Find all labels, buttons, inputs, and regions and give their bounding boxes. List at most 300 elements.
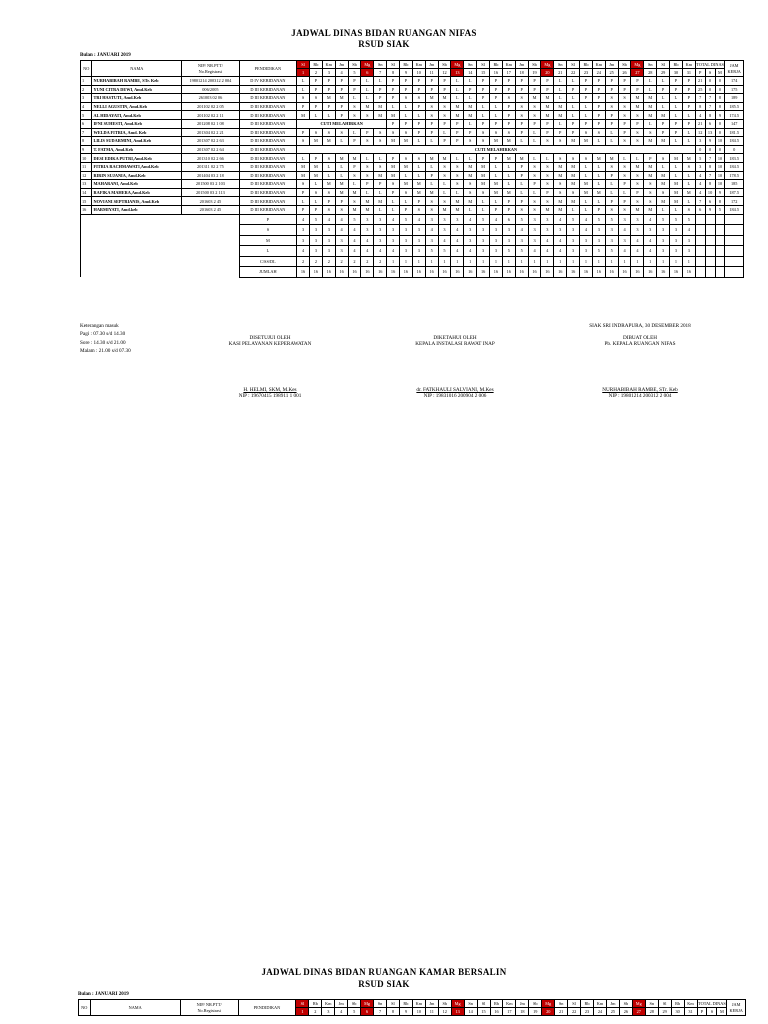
shift-cell: S <box>554 180 567 189</box>
shift-cell: S <box>541 162 554 171</box>
row-total: 0 <box>705 85 715 94</box>
summary-cell: 3 <box>605 225 618 236</box>
header-day-name: Sl <box>477 1000 490 1008</box>
row-total: 10 <box>705 188 715 197</box>
header-day-name: Sn <box>374 1000 387 1008</box>
shift-cell: P <box>644 154 657 163</box>
shift-cell: M <box>425 188 438 197</box>
header-day-number: 22 <box>567 69 580 77</box>
shift-cell: P <box>515 162 528 171</box>
shift-cell: S <box>464 180 477 189</box>
header-total-sub: M <box>717 1008 727 1016</box>
header-day-number: 2 <box>309 69 322 77</box>
shift-cell: L <box>297 85 310 94</box>
shift-cell: S <box>297 180 310 189</box>
header-nama: NAMA <box>90 1000 180 1016</box>
header-day-name: Sn <box>555 1000 568 1008</box>
header-day-name: Sb <box>438 1000 451 1008</box>
summary-cell: 6 <box>502 214 515 225</box>
shift-cell: L <box>657 94 670 103</box>
shift-cell: L <box>322 111 335 120</box>
row-jam-kerja: 184.5 <box>725 205 744 214</box>
shift-cell: S <box>297 94 310 103</box>
shift-cell: L <box>644 85 657 94</box>
row-nama: NURHABIBAH RAMBE, STr. Keb <box>92 77 182 86</box>
shift-cell: M <box>631 102 644 111</box>
row-total: 8 <box>705 162 715 171</box>
signature-role: Pb. KEPALA RUANGAN NIFAS <box>604 341 676 347</box>
shift-cell: L <box>297 77 310 86</box>
summary-cell: 3 <box>605 235 618 246</box>
shift-cell: P <box>322 85 335 94</box>
shift-cell: L <box>361 154 374 163</box>
summary-cell: 16 <box>387 267 400 278</box>
shift-cell: L <box>541 154 554 163</box>
shift-cell: M <box>309 162 322 171</box>
summary-blank <box>81 225 240 236</box>
shift-cell: P <box>297 128 310 137</box>
shift-cell: S <box>348 197 361 206</box>
row-total: 8 <box>695 102 705 111</box>
shift-cell: L <box>387 197 400 206</box>
shift-cell: M <box>670 154 683 163</box>
shift-cell: S <box>502 128 515 137</box>
shift-cell: L <box>592 137 605 146</box>
shift-cell: M <box>644 111 657 120</box>
summary-cell: 1 <box>670 256 683 267</box>
shift-cell: L <box>528 128 541 137</box>
shift-cell: P <box>657 119 670 128</box>
shift-cell: M <box>580 188 593 197</box>
summary-cell: 5 <box>605 246 618 257</box>
shift-cell: P <box>515 77 528 86</box>
header-nip-line: NIP/ NR.PTT/ <box>196 1001 222 1007</box>
shift-cell: P <box>502 119 515 128</box>
shift-cell: P <box>657 85 670 94</box>
header-day-number: 1 <box>297 69 310 77</box>
header-day-number: 12 <box>438 69 451 77</box>
shift-cell: P <box>387 94 400 103</box>
summary-cell: 4 <box>361 246 374 257</box>
summary-cell: 4 <box>580 214 593 225</box>
shift-cell: S <box>387 128 400 137</box>
shift-cell: S <box>541 180 554 189</box>
summary-cell: 3 <box>541 225 554 236</box>
row-nip: 261003 02 06 <box>182 94 239 103</box>
summary-cell: 3 <box>670 225 683 236</box>
shift-cell: S <box>541 137 554 146</box>
summary-cell: 5 <box>657 214 670 225</box>
header-day-number: 15 <box>477 1008 490 1016</box>
row-no: 1 <box>81 77 92 86</box>
shift-cell: P <box>425 119 438 128</box>
shift-cell: M <box>322 180 335 189</box>
summary-empty <box>705 214 715 225</box>
header-total: TOTAL DINAS <box>696 61 724 67</box>
header-pendidikan: PENDIDIKAN <box>238 1000 296 1016</box>
summary-label: L <box>239 246 296 257</box>
summary-row <box>81 267 744 278</box>
summary-cell: 4 <box>631 246 644 257</box>
header-day-name: Mg <box>361 1000 374 1008</box>
header-day-number: 14 <box>464 69 477 77</box>
summary-cell: 3 <box>592 235 605 246</box>
shift-cell: S <box>451 180 464 189</box>
header-day-number: 4 <box>335 69 348 77</box>
row-no: 6 <box>81 119 92 128</box>
shift-cell: P <box>425 128 438 137</box>
shift-cell: S <box>361 137 374 146</box>
header-day-number: 21 <box>555 1008 568 1016</box>
header-day-name: Sb <box>528 61 541 69</box>
summary-cell: 16 <box>361 267 374 278</box>
shift-cell: P <box>618 77 631 86</box>
header-day-number: 13 <box>451 1008 464 1016</box>
schedule1-month: Bulan : JANUARI 2019 <box>80 53 131 58</box>
shift-cell: M <box>297 111 310 120</box>
shift-cell: M <box>438 205 451 214</box>
summary-empty <box>705 267 715 278</box>
header-day-name: Km <box>322 61 335 69</box>
row-no: 9 <box>81 145 92 154</box>
row-pendidikan: D III KEBIDANAN <box>239 180 296 189</box>
shift-cell: M <box>682 188 695 197</box>
summary-cell: 1 <box>541 256 554 267</box>
shift-cell: P <box>309 85 322 94</box>
shift-cell: L <box>580 111 593 120</box>
summary-cell: 3 <box>361 225 374 236</box>
shift-cell: P <box>515 119 528 128</box>
shift-cell: L <box>477 111 490 120</box>
row-nama: WELDA FITRIA, Amd. Keb <box>92 128 182 137</box>
row-no: 4 <box>81 102 92 111</box>
header-day-number: 6 <box>361 69 374 77</box>
summary-cell: 16 <box>425 267 438 278</box>
shift-cell: P <box>412 128 425 137</box>
summary-cell: 4 <box>451 225 464 236</box>
row-nama: T. FATMA, Amd.Keb <box>92 145 182 154</box>
shift-cell: M <box>541 111 554 120</box>
shift-cell: L <box>438 180 451 189</box>
shift-cell: P <box>682 85 695 94</box>
header-day-number: 20 <box>542 1008 555 1016</box>
row-total: 25 <box>695 85 705 94</box>
header-day-name: Jm <box>516 1000 529 1008</box>
shift-cell: P <box>297 188 310 197</box>
shift-cell: L <box>554 85 567 94</box>
shift-cell: P <box>309 77 322 86</box>
shift-cell: M <box>554 197 567 206</box>
shift-cell: P <box>605 197 618 206</box>
summary-cell: 1 <box>528 256 541 267</box>
summary-cell: 3 <box>374 225 387 236</box>
shift-cell: S <box>374 162 387 171</box>
table-row <box>81 162 744 171</box>
cuti-label: CUTI MELAHIRKAN <box>297 119 387 128</box>
row-pendidikan: D IV KEBIDANAN <box>239 77 296 86</box>
shift-cell: L <box>400 111 413 120</box>
shift-cell: M <box>335 94 348 103</box>
shift-cell: M <box>464 197 477 206</box>
shift-cell: M <box>502 137 515 146</box>
summary-cell: 16 <box>451 267 464 278</box>
row-total: 0 <box>705 145 715 154</box>
shift-cell: L <box>682 180 695 189</box>
header-day-name: Rb <box>400 61 413 69</box>
table-row <box>81 119 744 128</box>
shift-cell: L <box>361 77 374 86</box>
header-day-number: 3 <box>322 1008 335 1016</box>
header-total-sub: P <box>695 69 705 77</box>
shift-cell: P <box>400 119 413 128</box>
shift-cell: L <box>412 171 425 180</box>
header-day-name: Mg <box>632 1000 645 1008</box>
header-day-number: 8 <box>387 69 400 77</box>
row-total: 9 <box>715 188 725 197</box>
summary-cell: 3 <box>670 235 683 246</box>
shift-cell: M <box>464 102 477 111</box>
shift-cell: P <box>502 111 515 120</box>
summary-cell: 3 <box>528 214 541 225</box>
shift-cell: L <box>528 137 541 146</box>
shift-cell: M <box>309 137 322 146</box>
summary-empty <box>695 246 705 257</box>
header-total-sub: M <box>715 69 725 77</box>
shift-cell: S <box>348 102 361 111</box>
row-total: 6 <box>705 119 715 128</box>
shift-cell: P <box>297 102 310 111</box>
shift-cell: L <box>670 111 683 120</box>
table-row <box>81 128 744 137</box>
summary-cell: 5 <box>567 214 580 225</box>
shift-cell: S <box>618 205 631 214</box>
summary-cell: 3 <box>580 246 593 257</box>
header-day-number: 28 <box>645 1008 658 1016</box>
summary-cell: 3 <box>490 235 503 246</box>
shift-cell: L <box>387 205 400 214</box>
summary-cell: 3 <box>374 235 387 246</box>
header-total-sub: S <box>707 1008 717 1016</box>
row-nama: LILIS SUDARMINI, Amd.Keb <box>92 137 182 146</box>
schedule1-table <box>80 60 744 278</box>
summary-cell: 3 <box>309 235 322 246</box>
summary-cell: 3 <box>580 235 593 246</box>
shift-cell: P <box>618 119 631 128</box>
shift-cell: S <box>644 188 657 197</box>
header-day-name: Rb <box>581 1000 594 1008</box>
summary-cell: 3 <box>682 246 695 257</box>
shift-cell: L <box>425 162 438 171</box>
shift-cell: M <box>605 154 618 163</box>
shift-cell: P <box>670 119 683 128</box>
header-day-name: Sb <box>348 61 361 69</box>
summary-blank <box>81 256 240 267</box>
shift-cell: L <box>657 102 670 111</box>
summary-cell: 3 <box>322 246 335 257</box>
shift-cell: M <box>297 162 310 171</box>
summary-cell: 5 <box>605 214 618 225</box>
row-pendidikan: D III KEBIDANAN <box>239 188 296 197</box>
shift-cell: M <box>644 162 657 171</box>
shift-cell: L <box>412 137 425 146</box>
shift-cell: S <box>618 102 631 111</box>
row-nama: NELLI AGUSTIN, Amd.Keb <box>92 102 182 111</box>
shift-cell: M <box>567 162 580 171</box>
shift-cell: S <box>412 205 425 214</box>
shift-cell: P <box>387 188 400 197</box>
shift-cell: M <box>451 205 464 214</box>
header-day-name: Km <box>592 61 605 69</box>
row-total: 0 <box>695 145 705 154</box>
shift-cell: M <box>374 102 387 111</box>
row-nama: AL HIDAYATI, Amd.Keb <box>92 111 182 120</box>
signature-name: H. HELMI, SKM, M.Kes <box>243 387 297 393</box>
row-nip: 201603 2 45 <box>182 205 239 214</box>
summary-cell: 1 <box>644 256 657 267</box>
summary-cell: 4 <box>515 225 528 236</box>
summary-cell: 3 <box>618 235 631 246</box>
shift-cell: S <box>464 137 477 146</box>
row-pendidikan: D III KEBIDANAN <box>239 128 296 137</box>
shift-cell: L <box>309 111 322 120</box>
shift-cell: P <box>477 94 490 103</box>
summary-cell: 4 <box>297 214 310 225</box>
row-total: 7 <box>695 94 705 103</box>
row-nip: 201603 2 45 <box>182 197 239 206</box>
row-no: 5 <box>81 111 92 120</box>
shift-cell: M <box>682 154 695 163</box>
signature-name-kasi <box>170 387 370 399</box>
header-day-name: Rb <box>399 1000 412 1008</box>
header-day-number: 23 <box>581 1008 594 1016</box>
shift-cell: P <box>567 128 580 137</box>
summary-cell: 1 <box>657 256 670 267</box>
summary-cell: 3 <box>412 235 425 246</box>
shift-cell: L <box>528 154 541 163</box>
signature-kepala-ruangan <box>540 335 740 347</box>
shift-cell: S <box>477 137 490 146</box>
summary-cell: 2 <box>348 256 361 267</box>
shift-cell: M <box>387 137 400 146</box>
shift-cell: S <box>541 171 554 180</box>
shift-cell: M <box>515 154 528 163</box>
row-total: 0 <box>715 145 725 154</box>
shift-cell: L <box>592 180 605 189</box>
summary-cell: 4 <box>322 214 335 225</box>
shift-cell: P <box>515 171 528 180</box>
header-day-number: 6 <box>361 1008 374 1016</box>
header-day-name: Sl <box>658 1000 671 1008</box>
shift-cell: P <box>425 85 438 94</box>
summary-row <box>81 214 744 225</box>
notes-sore: Sore : 14.30 s/d 21.00 <box>80 339 126 346</box>
shift-cell: M <box>670 197 683 206</box>
shift-cell: L <box>528 188 541 197</box>
header-day-number: 29 <box>657 69 670 77</box>
shift-cell: P <box>682 102 695 111</box>
shift-cell: P <box>477 85 490 94</box>
shift-cell: P <box>438 77 451 86</box>
shift-cell: L <box>438 188 451 197</box>
shift-cell: L <box>477 197 490 206</box>
row-total: 7 <box>705 102 715 111</box>
shift-cell: S <box>309 188 322 197</box>
shift-cell: S <box>657 188 670 197</box>
schedule2-subtitle: RSUD SIAK <box>358 979 410 989</box>
shift-cell: S <box>515 205 528 214</box>
shift-cell: L <box>567 94 580 103</box>
shift-cell: L <box>580 102 593 111</box>
shift-cell: S <box>438 111 451 120</box>
summary-cell: 3 <box>425 214 438 225</box>
header-day-name: Mg <box>451 1000 464 1008</box>
shift-cell: S <box>528 111 541 120</box>
summary-cell: 3 <box>502 235 515 246</box>
shift-cell: P <box>515 197 528 206</box>
summary-cell: 16 <box>374 267 387 278</box>
shift-cell: P <box>580 77 593 86</box>
shift-cell: L <box>438 128 451 137</box>
shift-cell: L <box>451 188 464 197</box>
shift-cell: L <box>490 171 503 180</box>
row-nama: DESI EDIKA PUTRI,Amd.Keb <box>92 154 182 163</box>
summary-empty <box>715 267 725 278</box>
shift-cell: M <box>567 137 580 146</box>
summary-cell: 1 <box>567 256 580 267</box>
row-jam-kerja: 185.5 <box>725 102 744 111</box>
table-row <box>81 137 744 146</box>
shift-cell: M <box>322 137 335 146</box>
shift-cell: M <box>554 171 567 180</box>
summary-cell: 2 <box>322 256 335 267</box>
summary-cell: 1 <box>400 256 413 267</box>
summary-cell: 5 <box>438 246 451 257</box>
summary-empty <box>715 225 725 236</box>
summary-cell: 3 <box>322 225 335 236</box>
summary-empty <box>715 235 725 246</box>
shift-cell: P <box>502 205 515 214</box>
summary-cell: 4 <box>387 214 400 225</box>
shift-cell: M <box>322 94 335 103</box>
row-jam-kerja: 174 <box>725 77 744 86</box>
header-day-number: 1 <box>296 1008 309 1016</box>
row-jam-kerja: 172 <box>725 197 744 206</box>
header-day-number: 29 <box>658 1008 671 1016</box>
shift-cell: S <box>682 162 695 171</box>
shift-cell: M <box>490 137 503 146</box>
header-day-name: Sl <box>568 1000 581 1008</box>
header-day-number: 28 <box>644 69 657 77</box>
shift-cell: L <box>451 85 464 94</box>
header-day-number: 5 <box>348 69 361 77</box>
summary-cell: 3 <box>438 225 451 236</box>
header-day-name: Km <box>412 61 425 69</box>
summary-cell: 3 <box>528 235 541 246</box>
signature-nip: NIP : 19670415 198911 1 001 <box>238 393 302 399</box>
shift-cell: P <box>515 128 528 137</box>
shift-cell: M <box>387 111 400 120</box>
shift-cell: L <box>425 137 438 146</box>
header-day-name: Sl <box>477 61 490 69</box>
summary-cell: 5 <box>502 246 515 257</box>
shift-cell: S <box>618 137 631 146</box>
shift-cell: P <box>387 119 400 128</box>
shift-cell: P <box>309 205 322 214</box>
shift-cell: L <box>618 154 631 163</box>
shift-cell: M <box>657 137 670 146</box>
summary-cell: 2 <box>335 256 348 267</box>
summary-empty <box>725 256 744 267</box>
